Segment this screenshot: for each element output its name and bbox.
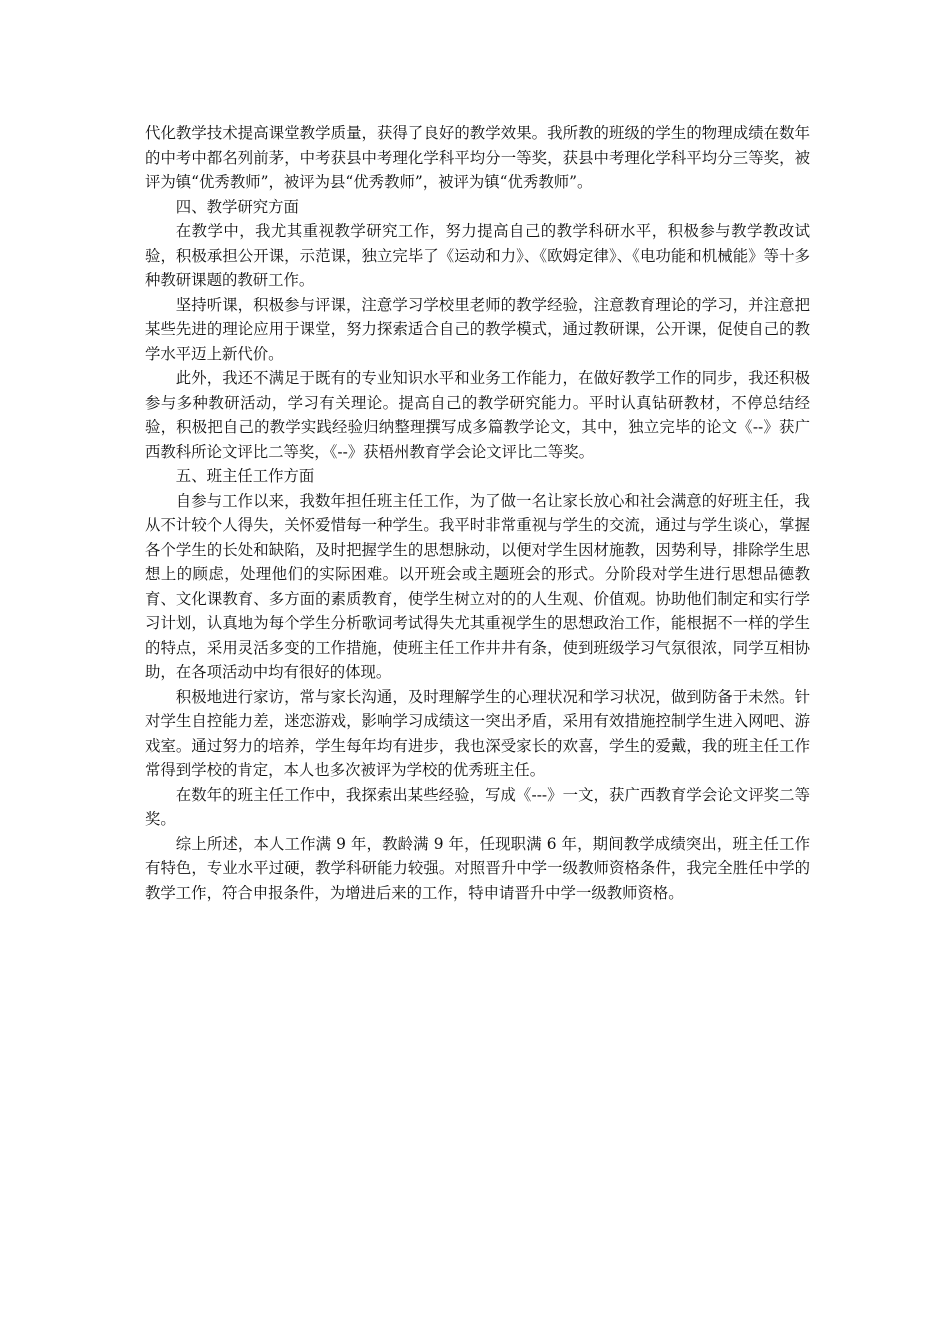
paragraph-lesson-observation: 坚持听课，积极参与评课，注意学习学校里老师的教学经验，注意教育理论的学习，并注意把某些先进的理论应用于课堂，努力探索适合自己的教学模式，通过教研课，公开课，促使自己的教学水平迈上新代价。 [145, 295, 810, 363]
paragraph-summary: 综上所述，本人工作满 9 年，教龄满 9 年，任现职满 6 年，期间教学成绩突出，班主任工作有特色，专业水平过硬，教学科研能力较强。对照晋升中学一级教师资格条件，我完全胜任中学的教学工作，符合申报条件，为增进后来的工作，特申请晋升中学一级教师资格。 [145, 834, 810, 902]
paragraph-continuation: 代化教学技术提高课堂教学质量，获得了良好的教学效果。我所教的班级的学生的物理成绩在数年的中考中都名列前茅，中考获县中考理化学科平均分一等奖，获县中考理化学科平均分三等奖，被评为镇“优秀教师”，被评为县“优秀教师”，被评为镇“优秀教师”。 [145, 124, 810, 191]
section-heading-teaching-research: 四、教学研究方面 [175, 197, 299, 216]
section-heading-class-teacher: 五、班主任工作方面 [175, 467, 315, 485]
paragraph-experience-paper: 在数年的班主任工作中，我探索出某些经验，写成《---》一文，获广西教育学会论文评奖二等奖。 [145, 785, 810, 828]
paragraph-papers: 此外，我还不满足于既有的专业知识水平和业务工作能力，在做好教学工作的同步，我还积极参与多种教研活动，学习有关理论。提高自己的教学研究能力。平时认真钻研教材，不停总结经验，积极把自己的教学实践经验归纳整理撰写成多篇教学论文，其中，独立完毕的论文《--》获广西教科所论文评比二等奖，《--》获梧州教育学会论文评比二等奖。 [145, 369, 810, 461]
paragraph-class-teacher-work: 自参与工作以来，我数年担任班主任工作，为了做一名让家长放心和社会满意的好班主任，我从不计较个人得失，关怀爱惜每一种学生。我平时非常重视与学生的交流，通过与学生谈心，掌握各个学生的长处和缺陷，及时把握学生的思想脉动，以便对学生因材施教，因势利导，排除学生思想上的顾虑，处理他们的实际困难。以开班会或主题班会的形式。分阶段对学生进行思想品德教育、文化课教育、多方面的素质教育，使学生树立对的的人生观、价值观。协助他们制定和实行学习计划，认真地为每个学生分析歌词考试得失尤其重视学生的思想政治工作，能根据不一样的学生的特点，采用灵活多变的工作措施，使班主任工作井井有条，使到班级学习气氛很浓，同学互相协助，在各项活动中均有很好的体现。 [145, 491, 810, 681]
document-body [145, 121, 810, 905]
paragraph-research-projects: 在教学中，我尤其重视教学研究工作，努力提高自己的教学科研水平，积极参与教学教改试验，积极承担公开课，示范课，独立完毕了《运动和力》、《欧姆定律》、《电功能和机械能》等十多种教研课题的教研工作。 [145, 222, 810, 289]
paragraph-home-visits: 积极地进行家访，常与家长沟通，及时理解学生的心理状况和学习状况，做到防备于未然。针对学生自控能力差，迷恋游戏，影响学习成绩这一突出矛盾，采用有效措施控制学生进入网吧、游戏室。通过努力的培养，学生每年均有进步，我也深受家长的欢喜，学生的爱戴，我的班主任工作常得到学校的肯定，本人也多次被评为学校的优秀班主任。 [145, 687, 810, 779]
